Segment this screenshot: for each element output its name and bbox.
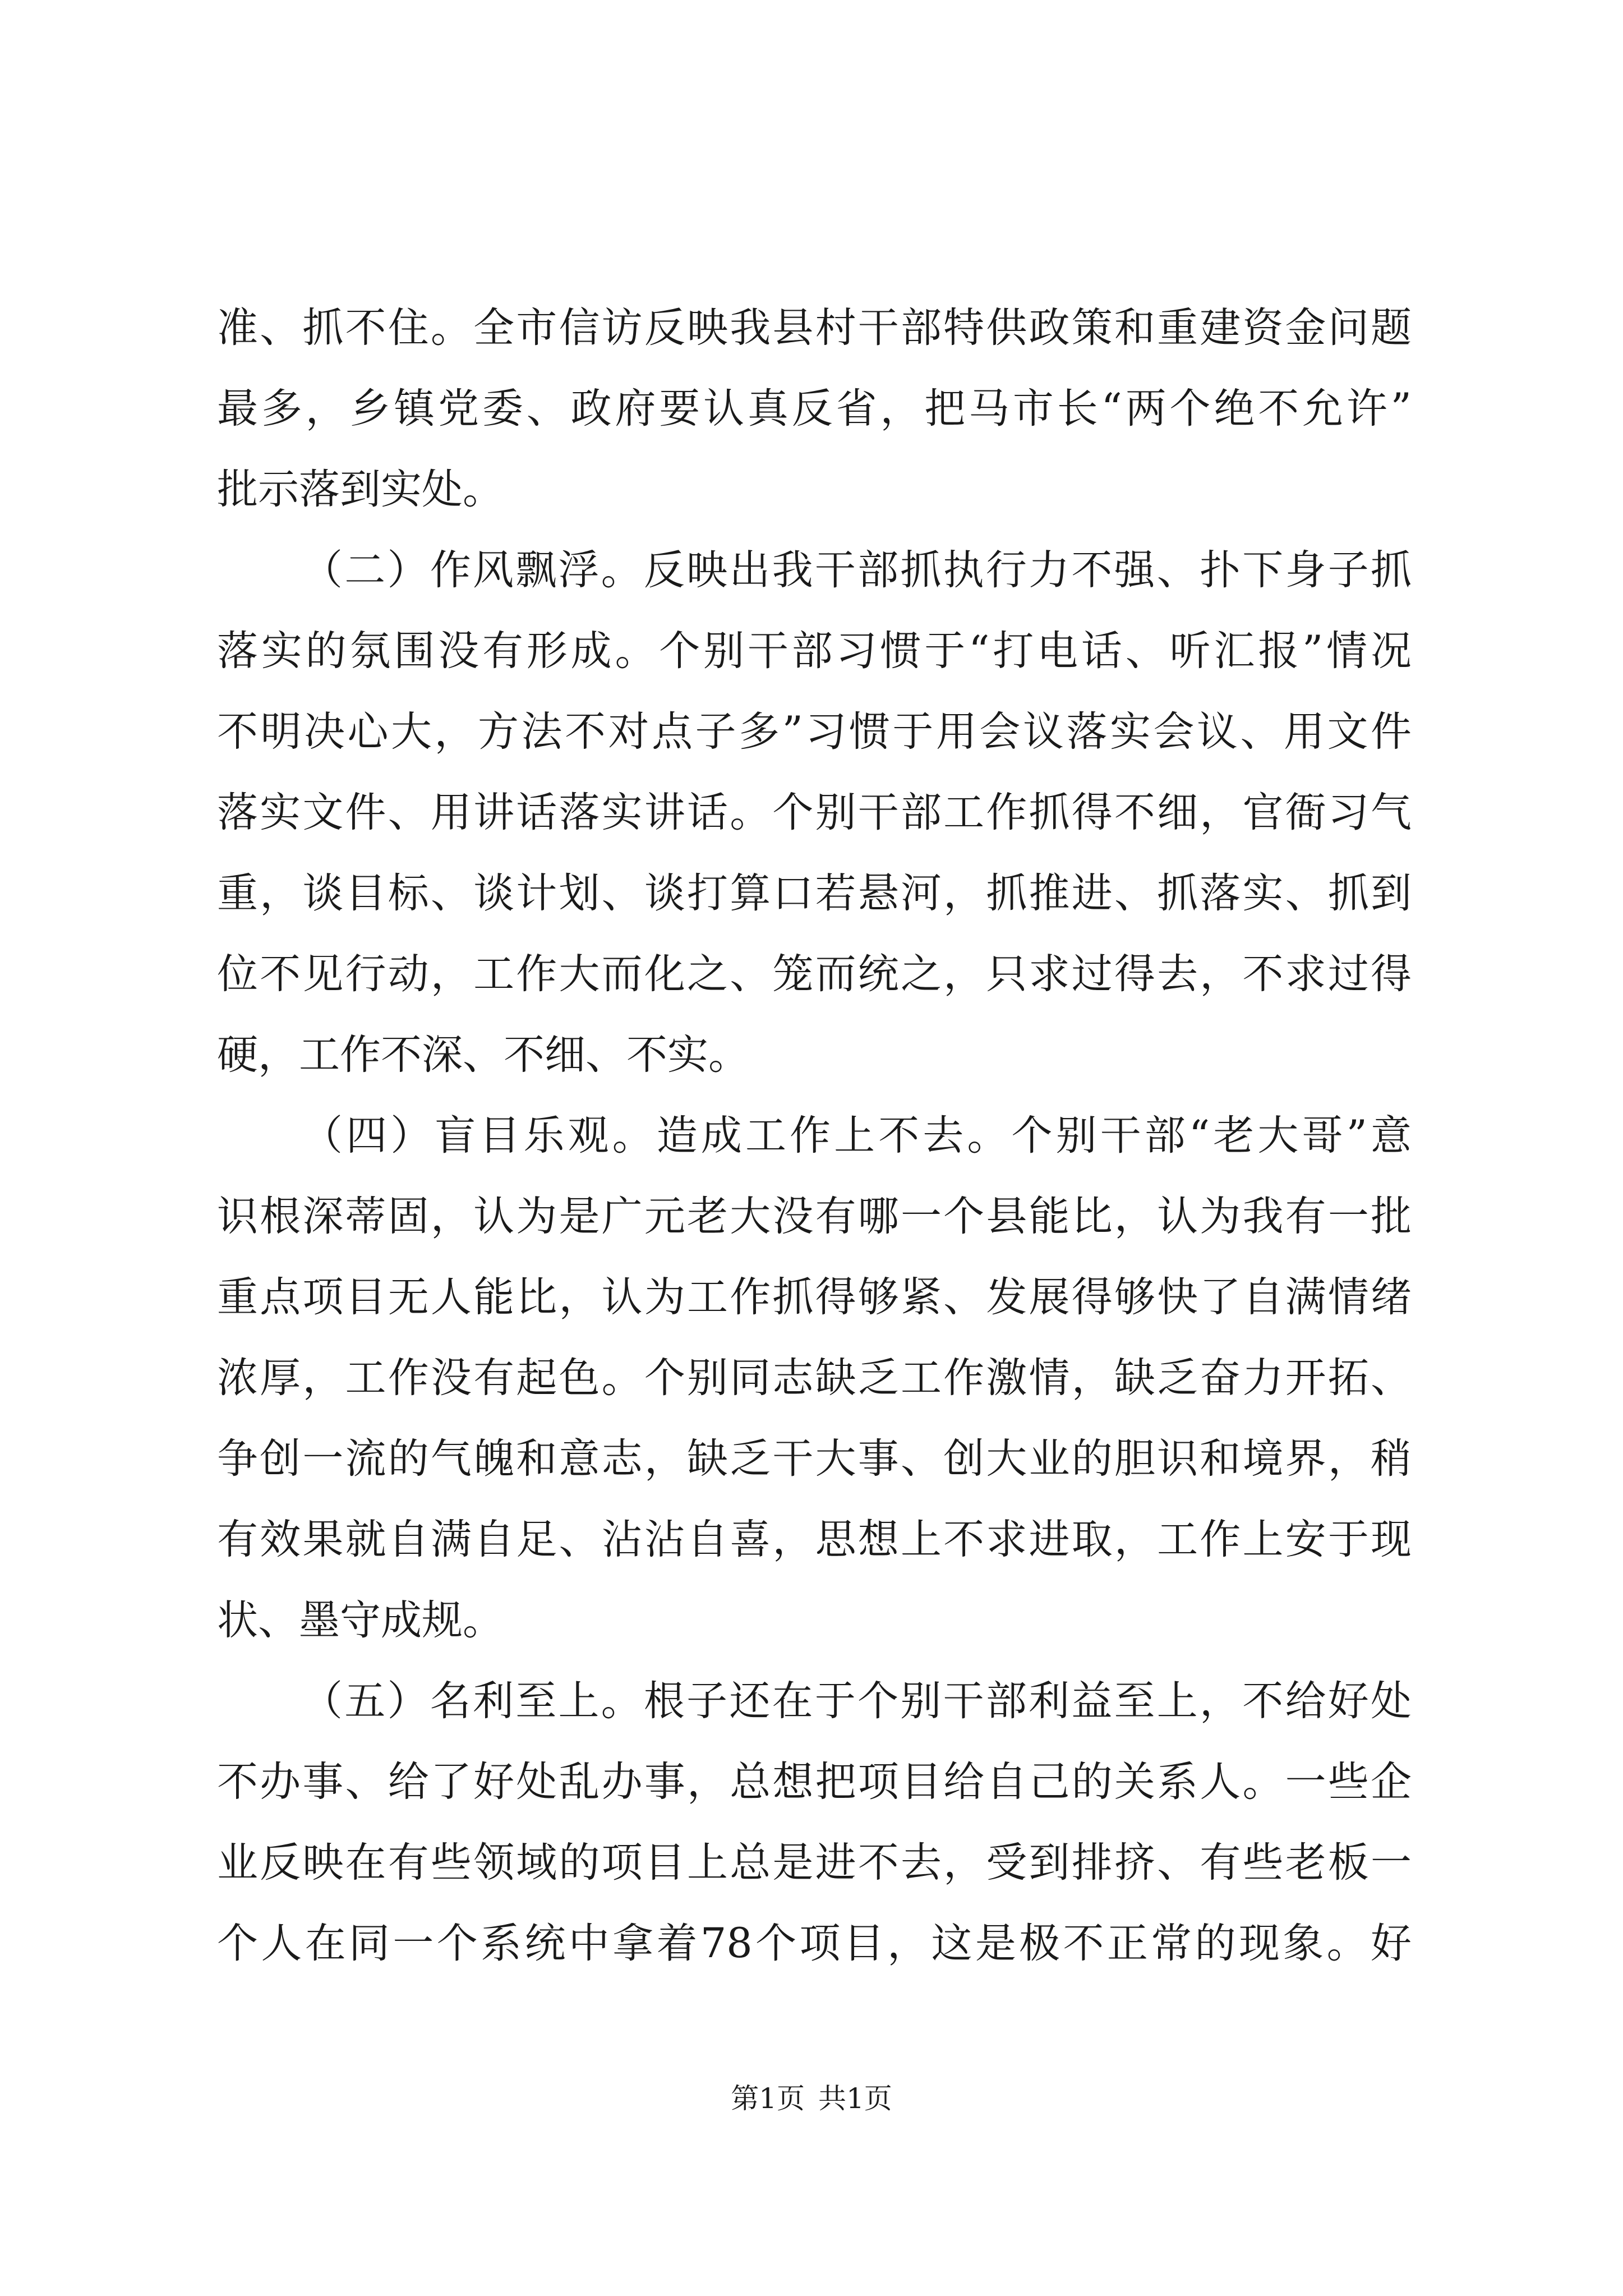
text-line: 硬，工作不深、不细、不实。: [217, 1031, 749, 1079]
text-line: 识根深蒂固，认为是广元老大没有哪一个县能比，认为我有一批: [217, 1193, 1412, 1240]
text-line: 落实文件、用讲话落实讲话。个别干部工作抓得不细，官衙习气: [217, 789, 1412, 836]
text-line: 不办事、给了好处乱办事，总想把项目给自己的关系人。一些企: [217, 1758, 1412, 1806]
text-line: 批示落到实处。: [217, 466, 504, 513]
text-line: 个人在同一个系统中拿着78个项目，这是极不正常的现象。好: [217, 1920, 1412, 1967]
text-line: 最多，乡镇党委、政府要认真反省，把马市长“两个绝不允许”: [217, 385, 1412, 432]
text-line: （四）盲目乐观。造成工作上不去。个别干部“老大哥”意: [302, 1112, 1412, 1159]
text-line: 有效果就自满自足、沾沾自喜，思想上不求进取，工作上安于现: [217, 1516, 1412, 1563]
text-line: （五）名利至上。根子还在于个别干部利益至上，不给好处: [302, 1677, 1412, 1725]
text-line: 争创一流的气魄和意志，缺乏干大事、创大业的胆识和境界，稍: [217, 1435, 1412, 1483]
text-line: 位不见行动，工作大而化之、笼而统之，只求过得去，不求过得: [217, 950, 1412, 998]
text-line: 不明决心大，方法不对点子多”习惯于用会议落实会议、用文件: [217, 708, 1412, 756]
text-line: 状、墨守成规。: [217, 1596, 504, 1644]
text-line: 浓厚，工作没有起色。个别同志缺乏工作激情，缺乏奋力开拓、: [217, 1354, 1412, 1402]
page-number: 第1页: [731, 2082, 805, 2115]
text-line: 重点项目无人能比，认为工作抓得够紧、发展得够快了自满情绪: [217, 1273, 1412, 1321]
text-line: 业反映在有些领域的项目上总是进不去，受到排挤、有些老板一: [217, 1839, 1412, 1887]
page-footer: [0, 2079, 1623, 2118]
text-line: 重，谈目标、谈计划、谈打算口若悬河，抓推进、抓落实、抓到: [217, 869, 1412, 917]
text-line: （二）作风飘浮。反映出我干部抓执行力不强、扑下身子抓: [302, 546, 1412, 594]
text-line: 准、抓不住。全市信访反映我县村干部特供政策和重建资金问题: [217, 304, 1412, 352]
page-total: 共1页: [818, 2082, 892, 2115]
text-line: 落实的氛围没有形成。个别干部习惯于“打电话、听汇报”情况: [217, 627, 1412, 675]
